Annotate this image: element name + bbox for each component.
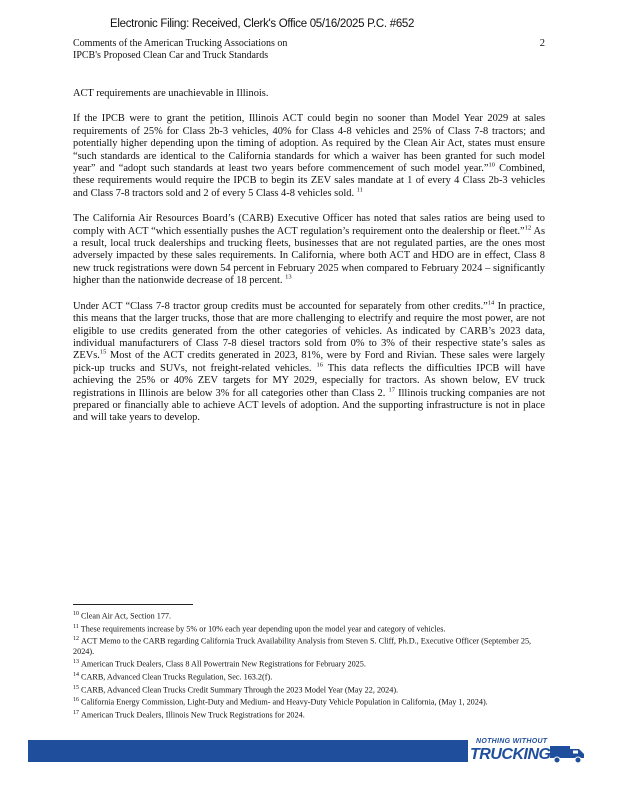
footnote-ref-17: 17 <box>388 386 395 394</box>
logo-tagline: NOTHING WITHOUT <box>476 738 548 745</box>
footnote-divider <box>73 604 193 605</box>
electronic-filing-stamp: Electronic Filing: Received, Clerk's Office 05/16/2025 P.C. #652 <box>110 18 415 30</box>
paragraph-1: ACT requirements are unachievable in Illinois. <box>73 88 269 99</box>
document-body <box>73 88 545 438</box>
nothing-without-trucking-logo <box>470 736 590 766</box>
paragraph-4: Under ACT “Class 7-8 tractor group credits must be accounted for separately from other credits.”$^{14}$ In practice, this means that the larger trucks, those that are more challenging to electrify and require the most power, are not eligible to use credits generated from the other categories of vehicles. As indicated by CARB’s 2023 data, individual manufacturers of Class 7-8 diesel tractors sold from 0% to 3% of their respective state’s sales as ZEVs.$^{15}$ Most of the ACT credits generated in 2023, 81%, were by Ford and Rivian. These sales were largely pick-up trucks and SUVs, not freight-related vehicles. $^{16}$ This data reflects the difficulties IPCB will have achieving the 25% or 40% ZEV targets for MY 2029, especially for tractors. As shown below, EV truck registrations in Illinois are below 3% for all categories other than Class 2. $^{17}$ Illinois trucking companies are not prepared or financially able to achieve ACT levels of adoption. And the supporting infrastructure is not in place and will take years to develop. <box>73 299 545 424</box>
header-line-2: IPCB's Proposed Clean Car and Truck Standards <box>73 50 269 61</box>
footnote-ref-14: 14 <box>487 299 495 307</box>
footnote-12: $^{12}$ ACT Memo to the CARB regarding California Truck Availability Analysis from Steven S. Cliff, Ph.D., Executive Officer (September 25, 2024). <box>73 636 532 657</box>
footer-blue-bar <box>28 740 468 762</box>
footnote-15: $^{15}$ CARB, Advanced Clean Trucks Credit Summary Through the 2023 Model Year (May 22, 2024). <box>73 684 399 695</box>
footnote-ref-15: 15 <box>99 348 107 356</box>
page-number: 2 <box>539 38 545 49</box>
page-header <box>73 38 551 62</box>
footnote-13: $^{13}$ American Truck Dealers, Class 8 All Powertrain New Registrations for February 2025. <box>73 659 366 669</box>
logo-wordmark: TRUCKING <box>470 746 551 763</box>
footnotes <box>73 609 551 721</box>
footnote-ref-12: 12 <box>524 224 532 232</box>
footnote-14: $^{14}$ CARB, Advanced Clean Trucks Regulation, Sec. 163.2(f). <box>73 671 273 682</box>
truck-icon <box>548 740 588 766</box>
footnote-16: $^{16}$ California Energy Commission, Light-Duty and Medium- and Heavy-Duty Vehicle Population in California, (May 1, 2024). <box>73 697 488 708</box>
footnote-10: $^{10}$ Clean Air Act, Section 177. <box>73 611 172 621</box>
footnote-ref-16: 16 <box>316 361 323 369</box>
footnote-11: $^{11}$ These requirements increase by 5% or 10% each year depending upon the model year and category of vehicles. <box>73 623 446 634</box>
footnote-ref-10: 10 <box>488 161 495 169</box>
footnote-ref-13: 13 <box>285 273 292 281</box>
header-line-1: Comments of the American Trucking Associations on <box>73 38 288 49</box>
footnote-17: $^{17}$ American Truck Dealers, Illinois New Truck Registrations for 2024. <box>73 710 305 720</box>
footnote-ref-11: 11 <box>356 186 363 194</box>
paragraph-2: If the IPCB were to grant the petition, Illinois ACT could begin no sooner than Model Year 2029 at sales requirements of 25% for Class 2b-3 vehicles, 40% for Class 4-8 vehicles and 25% of Class 7-8 tractors; and potentially higher depending upon the timing of adoption. As required by the Clean Air Act, states must ensure “such standards are identical to the California standards for which a waiver has been granted for such model year” and “adopt such standards at least two years before commencement of such model year.”$^{10}$ Combined, these requirements would require the IPCB to begin its ZEV sales mandate at 1 of every 4 Class 2b-3 vehicles and Class 7-8 tractors sold and 2 of every 5 Class 4-8 vehicles sold. $^{11}$ <box>73 113 545 199</box>
paragraph-3: The California Air Resources Board’s (CARB) Executive Officer has noted that sales ratios are being used to comply with ACT “which essentially pushes the ACT regulation’s requirement onto the dealership or fleet.”$^{12}$ As a result, local truck dealerships and trucking fleets, businesses that are not regulated parties, are the ones most adversely impacted by these sales requirements. In California, where both ACT and HDO are in effect, Class 8 new truck registrations were down 54 percent in February 2025 when compared to February 2024 – significantly higher than the nationwide decrease of 18 percent. $^{13}$ <box>73 213 545 287</box>
